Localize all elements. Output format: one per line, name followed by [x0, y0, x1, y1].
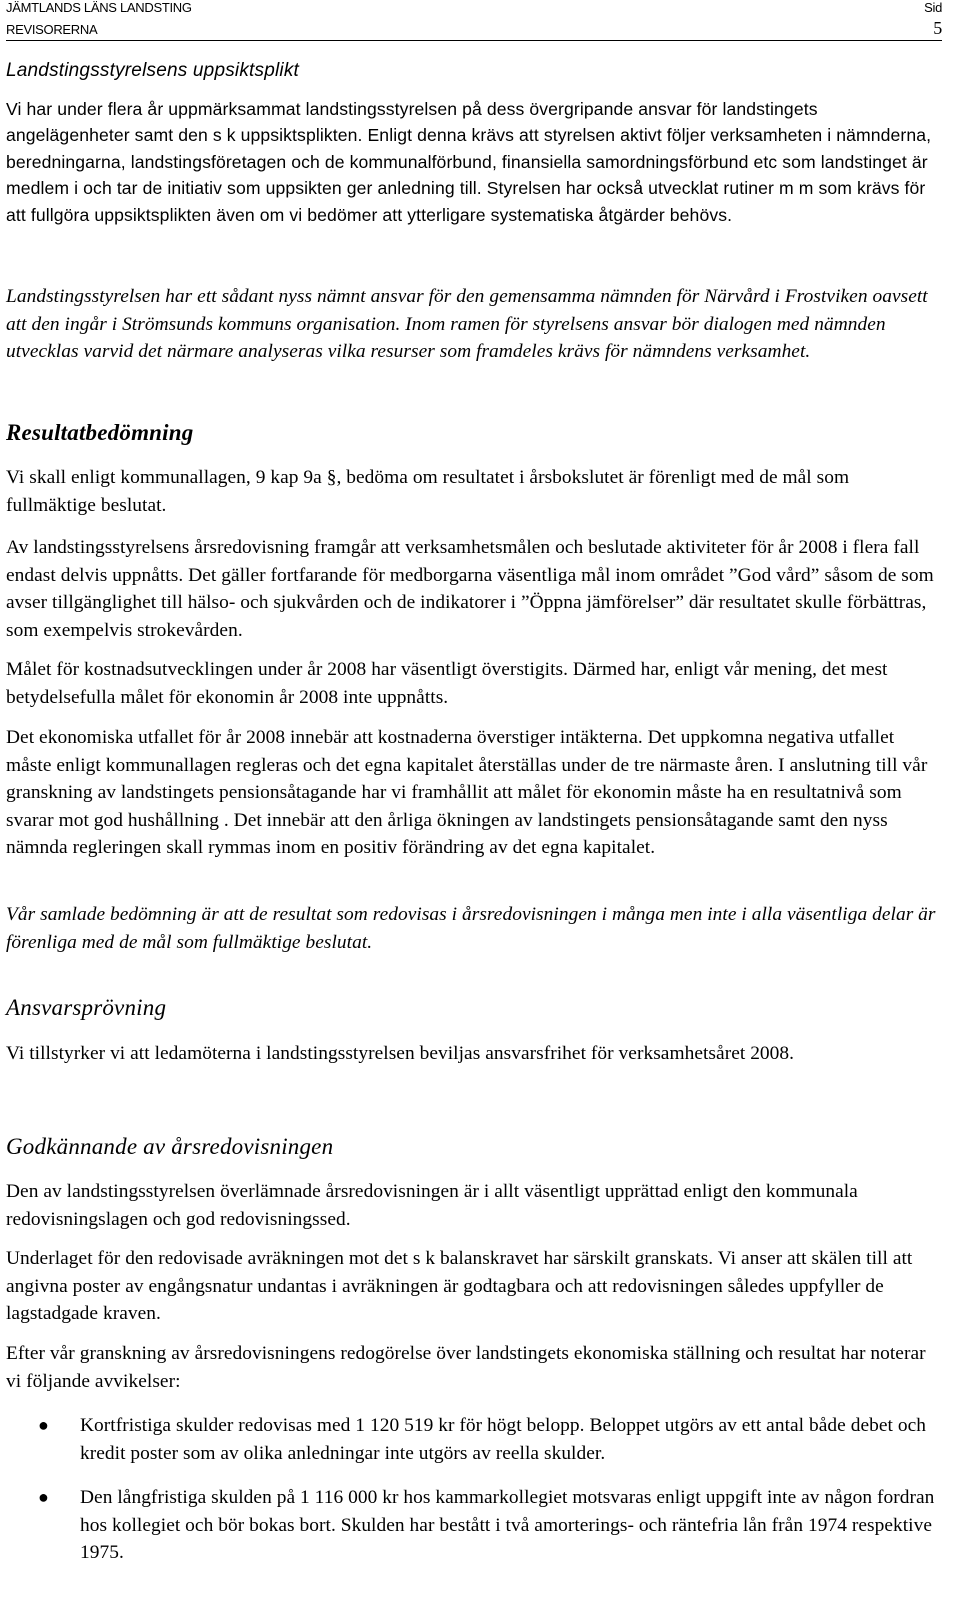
paragraph-godkannande-2: Underlaget för den redovisade avräkningen mot det s k balanskravet har särskilt granskats. Vi anser att skälen till att angivna poster av engångsnatur undantas i avräkningen är godtagbara och att redovisningen således uppfyller de lagstadgade kraven.	[6, 1248, 913, 1324]
header-page-number: 5	[933, 18, 942, 38]
paragraph-uppsikt-1: Vi har under flera år uppmärksammat landstingsstyrelsen på dess övergripande ansvar för landstingets angelägenheter samt den s k uppsiktsplikten. Enligt denna krävs att styrelsen aktivt följer verksamheten i nämnderna, beredningarna, landstingsföretagen och de kommunalförbund, finansiella samordningsförbund etc som landstinget är medlem i och tar de initiativ som uppsikten ger anledning till. Styrelsen har också utvecklat rutiner m m som krävs för att fullgöra uppsiktsplikten även om vi bedömer att ytterligare systematiska åtgärder behövs.	[6, 99, 932, 225]
paragraph-resultat-2: Av landstingsstyrelsens årsredovisning framgår att verksamhetsmålen och beslutade aktiviteter för år 2008 i flera fall endast delvis uppnåtts. Det gäller fortfarande för medborgarna väsentliga mål inom området ”God vård” såsom de som avser tillgänglighet till hälso- och sjukvården och de indikatorer i ”Öppna jämförelser” där resultatet skulle förbättras, som exempelvis strokevården.	[6, 537, 934, 641]
paragraph-ansvar-1: Vi tillstyrker vi att ledamöterna i landstingsstyrelsen beviljas ansvarsfrihet för verksamhetsåret 2008.	[6, 1043, 795, 1064]
heading-uppsiktsplikt: Landstingsstyrelsens uppsiktsplikt	[6, 60, 299, 81]
paragraph-uppsikt-2: Landstingsstyrelsen har ett sådant nyss nämnt ansvar för den gemensamma nämnden för Närvård i Frostviken oavsett att den ingår i Strömsunds kommuns organisation. Inom ramen för styrelsens ansvar bör dialogen med nämnden utvecklas varvid det närmare analyseras vilka resurser som framdeles krävs för nämndens verksamhet.	[6, 286, 928, 362]
heading-ansvarsprovning: Ansvarsprövning	[6, 995, 167, 1020]
paragraph-godkannande-1: Den av landstingsstyrelsen överlämnade årsredovisningen är i allt väsentligt upprättad enligt den kommunala redovisningslagen och god redovisningssed.	[6, 1181, 858, 1230]
paragraph-resultat-5: Vår samlade bedömning är att de resultat som redovisas i årsredovisningen i många men inte i alla väsentliga delar är förenliga med de mål som fullmäktige beslutat.	[6, 904, 936, 953]
header-department: REVISORERNA	[6, 22, 98, 37]
page-header	[6, 0, 942, 41]
paragraph-resultat-4: Det ekonomiska utfallet för år 2008 innebär att kostnaderna överstiger intäkterna. Det uppkomna negativa utfallet måste enligt kommunallagen regleras och det egna kapitalet återställas under de tre närmaste åren. I anslutning till vår granskning av landstingets pensionsåtagande har vi framhållit att målet för ekonomin måste ha en resultatnivå som svarar mot god hushållning . Det innebär att den årliga ökningen av landstingets pensionsåtagande samt den nyss nämnda regleringen skall rymmas inom en positiv förändring av det egna kapitalet.	[6, 727, 928, 858]
paragraph-resultat-3: Målet för kostnadsutvecklingen under år 2008 har väsentligt överstigits. Därmed har, enligt vår mening, det mest betydelsefulla målet för ekonomin år 2008 inte uppnåtts.	[6, 659, 888, 708]
list-item: ● Kortfristiga skulder redovisas med 1 120 519 kr för högt belopp. Beloppet utgörs av ett antal både debet och kredit poster som av olika anledningar inte utgörs av reella skulder.	[6, 1412, 941, 1467]
heading-godkannande: Godkännande av årsredovisningen	[6, 1134, 334, 1159]
paragraph-godkannande-3: Efter vår granskning av årsredovisningens redogörelse över landstingets ekonomiska ställning och resultat har noterar vi följande avvikelser:	[6, 1343, 926, 1392]
heading-resultatbedomning: Resultatbedömning	[6, 420, 194, 445]
bullet-icon: ●	[38, 1415, 49, 1435]
header-organization: JÄMTLANDS LÄNS LANDSTING	[6, 0, 192, 15]
bullet-icon: ●	[38, 1487, 49, 1507]
paragraph-resultat-1: Vi skall enligt kommunallagen, 9 kap 9a §, bedöma om resultatet i årsbokslutet är förenligt med de mål som fullmäktige beslutat.	[6, 467, 850, 516]
list-item: ● Den långfristiga skulden på 1 116 000 kr hos kammarkollegiet motsvaras enligt uppgift inte av någon fordran hos kollegiet och bör bokas bort. Skulden har bestått i två amorterings- och räntefria lån från 1974 respektive 1975.	[6, 1484, 941, 1567]
header-page-label: Sid	[924, 0, 942, 15]
